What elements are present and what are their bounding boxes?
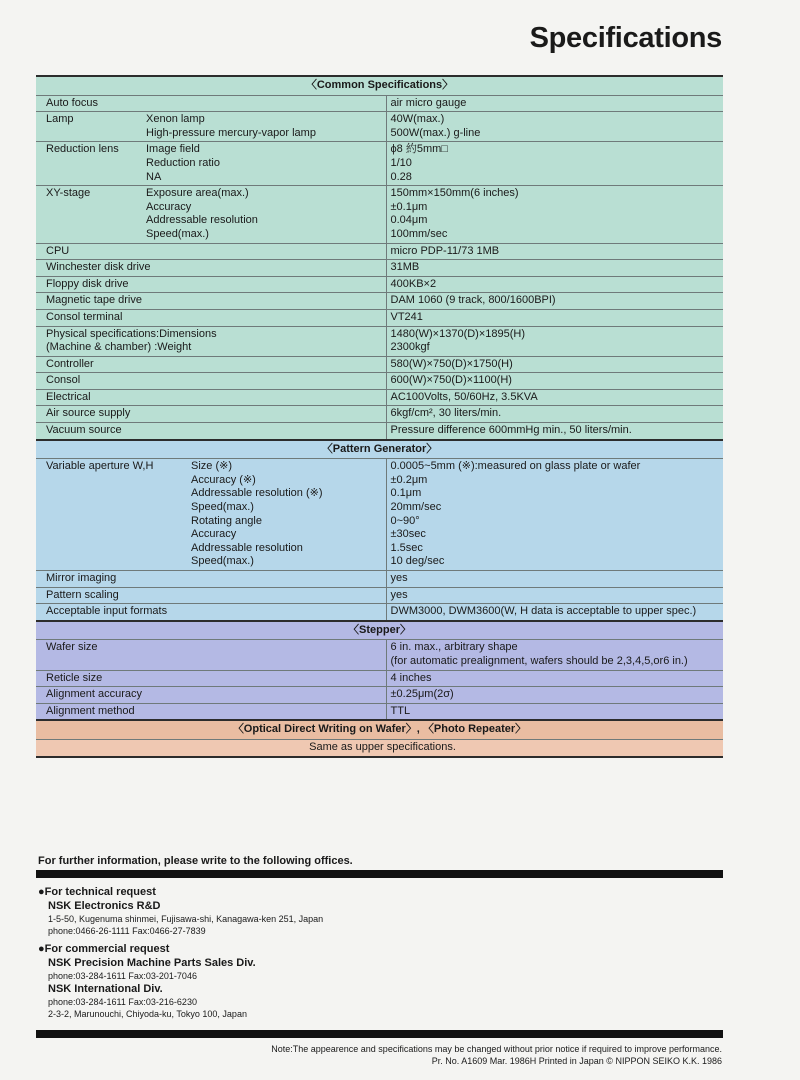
spec-value-cell	[386, 670, 723, 687]
commercial-org-sales: NSK Precision Machine Parts Sales Div.	[48, 957, 256, 969]
spec-value-cell	[386, 703, 723, 720]
spec-sub-label: High-pressure mercury-vapor lamp	[146, 126, 316, 139]
spec-sub-labels	[146, 187, 258, 241]
commercial-intl-address: 2-3-2, Marunouchi, Chiyoda-ku, Tokyo 100, Japan	[48, 1009, 247, 1019]
spec-sub-label: Speed(max.)	[146, 227, 209, 240]
spec-sub-label: Rotating angle	[191, 514, 262, 527]
spec-label: Auto focus	[46, 96, 98, 109]
spec-sub-label: Accuracy	[191, 528, 237, 541]
spec-label: Reticle size	[46, 671, 103, 684]
spec-row	[36, 406, 723, 423]
spec-value: 40W(max.)	[390, 113, 445, 126]
spec-label: Floppy disk drive	[46, 277, 129, 290]
spec-row	[36, 459, 723, 571]
spec-sub-label: Reduction ratio	[146, 156, 220, 169]
footnote-text: Note:The appearence and specifications may be changed without prior notice if required to improve performance.	[271, 1044, 722, 1054]
spec-label: Variable aperture W,H	[46, 460, 154, 473]
spec-label-cell	[36, 670, 386, 687]
spec-sub-labels	[191, 460, 323, 569]
spec-row	[36, 640, 723, 670]
spec-label-cell	[36, 571, 386, 588]
spec-label-cell	[36, 604, 386, 621]
spec-label: Mirror imaging	[46, 572, 117, 584]
commercial-org-international: NSK International Div.	[48, 983, 163, 995]
spec-label-cell	[36, 587, 386, 604]
spec-value: 20mm/sec	[390, 501, 442, 514]
spec-value: 10 deg/sec	[390, 555, 445, 568]
spec-label: Alignment method	[46, 704, 135, 717]
spec-label-cell	[36, 640, 386, 670]
spec-row	[36, 389, 723, 406]
spec-value-cell	[386, 260, 723, 277]
spec-label-cell	[36, 423, 386, 440]
spec-value-cell	[386, 356, 723, 373]
spec-value-cell	[386, 406, 723, 423]
spec-value: 0.04μm	[390, 214, 428, 227]
spec-value: 100mm/sec	[390, 227, 448, 240]
spec-row	[36, 276, 723, 293]
spec-sub-label: Speed(max.)	[191, 501, 254, 514]
spec-row	[36, 95, 723, 112]
same-as-upper-note: Same as upper specifications.	[36, 739, 723, 756]
spec-sub-label: Speed(max.)	[191, 555, 254, 568]
spec-value: yes	[390, 588, 408, 601]
spec-value-cell	[386, 276, 723, 293]
section-title: 〈Pattern Generator〉	[36, 440, 723, 459]
spec-row	[36, 571, 723, 588]
spec-label: Consol terminal	[46, 310, 123, 323]
spec-row	[36, 112, 723, 142]
spec-sub-labels	[146, 113, 316, 140]
spec-label: Air source supply	[46, 407, 131, 420]
further-info-heading: For further information, please write to the following offices.	[38, 855, 353, 867]
spec-row	[36, 326, 723, 356]
commercial-sales-phone: phone:03-284-1611 Fax:03-201-7046	[48, 971, 197, 981]
specifications-table	[36, 75, 723, 758]
spec-value: 1/10	[390, 156, 412, 169]
spec-value-cell	[386, 112, 723, 142]
spec-label-cell	[36, 142, 386, 186]
spec-value: 150mm×150mm(6 inches)	[390, 187, 519, 200]
spec-value: 6 in. max., arbitrary shape	[390, 641, 518, 654]
spec-value: DAM 1060 (9 track, 800/1600BPI)	[390, 294, 556, 307]
spec-row-note	[36, 739, 723, 756]
technical-phone: phone:0466-26-1111 Fax:0466-27-7839	[48, 926, 206, 936]
divider-bar	[36, 870, 723, 878]
spec-value: 0.28	[390, 170, 412, 183]
spec-sub-label: Xenon lamp	[146, 113, 205, 126]
spec-row	[36, 186, 723, 243]
spec-row	[36, 243, 723, 260]
spec-label-cell	[36, 406, 386, 423]
commercial-request-label: ●For commercial request	[38, 943, 170, 955]
section-header-pattern	[36, 440, 723, 459]
spec-value: ±0.25μm(2σ)	[390, 688, 454, 701]
spec-value-cell	[386, 243, 723, 260]
spec-label-line2: (Machine & chamber) :Weight	[46, 341, 192, 354]
spec-value: (for automatic prealignment, wafers should be 2,3,4,5,or6 in.)	[390, 654, 688, 667]
spec-sub-label: Addressable resolution	[146, 214, 258, 227]
spec-value: 1.5sec	[390, 541, 423, 554]
spec-value: air micro gauge	[390, 96, 467, 109]
spec-sub-label: Accuracy	[146, 200, 192, 213]
section-header-optical	[36, 720, 723, 739]
section-header-stepper	[36, 621, 723, 640]
commercial-intl-phone: phone:03-284-1611 Fax:03-216-6230	[48, 997, 197, 1007]
spec-label-cell	[36, 389, 386, 406]
spec-label: Wafer size	[46, 641, 98, 654]
spec-value-cell	[386, 587, 723, 604]
technical-contact	[38, 885, 323, 937]
spec-value-cell	[386, 571, 723, 588]
spec-value-cell	[386, 186, 723, 243]
spec-value: ±30sec	[390, 528, 426, 541]
spec-value-cell	[386, 687, 723, 704]
technical-address: 1-5-50, Kugenuma shinmei, Fujisawa-shi, Kanagawa-ken 251, Japan	[48, 914, 324, 924]
section-title: 〈Optical Direct Writing on Wafer〉, 〈Photo Repeater〉	[36, 720, 723, 739]
spec-value-cell	[386, 604, 723, 621]
spec-sub-label: Image field	[146, 143, 200, 156]
spec-value: 580(W)×750(D)×1750(H)	[390, 357, 513, 370]
spec-label: Pattern scaling	[46, 588, 119, 601]
technical-org: NSK Electronics R&D	[48, 900, 161, 912]
spec-label: Consol	[46, 374, 81, 387]
technical-request-label: ●For technical request	[38, 886, 156, 898]
spec-row	[36, 703, 723, 720]
spec-value-cell	[386, 459, 723, 571]
spec-value: 500W(max.) g-line	[390, 126, 481, 139]
spec-label: Vacuum source	[46, 424, 122, 437]
spec-row	[36, 356, 723, 373]
spec-label-cell	[36, 186, 386, 243]
spec-sub-label: NA	[146, 170, 162, 183]
spec-row	[36, 587, 723, 604]
spec-sub-label: Exposure area(max.)	[146, 187, 249, 200]
spec-value: 4 inches	[390, 671, 432, 684]
spec-value-cell	[386, 373, 723, 390]
spec-value: ±0.2μm	[390, 473, 428, 486]
spec-sub-label: Addressable resolution	[191, 541, 303, 554]
spec-label-cell	[36, 326, 386, 356]
spec-value: TTL	[390, 704, 411, 717]
spec-label: Electrical	[46, 390, 91, 403]
spec-label: CPU	[46, 244, 70, 257]
spec-value-cell	[386, 142, 723, 186]
section-header-common	[36, 76, 723, 95]
page-title: Specifications	[529, 22, 722, 54]
spec-value: ϕ8 約5mm□	[390, 143, 448, 156]
spec-label-cell	[36, 356, 386, 373]
spec-value: 400KB×2	[390, 277, 437, 290]
spec-label-cell	[36, 276, 386, 293]
print-info: Pr. No. A1609 Mar. 1986H Printed in Japan © NIPPON SEIKO K.K. 1986	[431, 1056, 722, 1066]
spec-sub-labels	[146, 143, 220, 184]
spec-row	[36, 604, 723, 621]
spec-label: Magnetic tape drive	[46, 294, 142, 307]
spec-value: VT241	[390, 310, 423, 323]
spec-sub-label: Accuracy (※)	[191, 473, 256, 486]
spec-value: 2300kgf	[390, 341, 430, 354]
commercial-contact	[38, 942, 256, 1020]
spec-row	[36, 423, 723, 440]
spec-row	[36, 687, 723, 704]
spec-label: Controller	[46, 357, 94, 370]
spec-label-cell	[36, 309, 386, 326]
spec-label-cell	[36, 703, 386, 720]
spec-row	[36, 670, 723, 687]
spec-value-cell	[386, 95, 723, 112]
spec-value: 0.1μm	[390, 487, 422, 500]
spec-label-cell	[36, 293, 386, 310]
footnote	[271, 1043, 722, 1067]
spec-value: 31MB	[390, 261, 420, 274]
spec-value-cell	[386, 326, 723, 356]
section-title: 〈Common Specifications〉	[36, 76, 723, 95]
spec-label: Winchester disk drive	[46, 261, 151, 274]
spec-value-cell	[386, 640, 723, 670]
spec-value: 0.0005~5mm (※):measured on glass plate or wafer	[390, 460, 641, 473]
spec-row	[36, 293, 723, 310]
spec-value: 6kgf/cm², 30 liters/min.	[390, 407, 502, 420]
spec-row	[36, 309, 723, 326]
spec-row	[36, 373, 723, 390]
spec-value-cell	[386, 423, 723, 440]
spec-sub-label: Addressable resolution (※)	[191, 487, 323, 500]
divider-bar-bottom	[36, 1030, 723, 1038]
spec-label-cell	[36, 687, 386, 704]
spec-value-cell	[386, 309, 723, 326]
spec-label-cell	[36, 112, 386, 142]
spec-label: Lamp	[46, 113, 74, 126]
spec-value: 0~90°	[390, 514, 420, 527]
spec-row	[36, 142, 723, 186]
spec-value: Pressure difference 600mmHg min., 50 liters/min.	[390, 424, 632, 437]
spec-label-cell	[36, 459, 386, 571]
spec-label-cell	[36, 95, 386, 112]
spec-label: Acceptable input formats	[46, 605, 168, 618]
spec-value: 600(W)×750(D)×1100(H)	[390, 374, 512, 387]
spec-label: Physical specifications:Dimensions	[46, 327, 217, 340]
spec-label-cell	[36, 373, 386, 390]
spec-value: 1480(W)×1370(D)×1895(H)	[390, 327, 526, 340]
spec-label: Reduction lens	[46, 143, 119, 156]
spec-value-cell	[386, 293, 723, 310]
spec-label: XY-stage	[46, 187, 91, 200]
spec-row	[36, 260, 723, 277]
spec-label-cell	[36, 243, 386, 260]
spec-value: DWM3000, DWM3600(W, H data is acceptable to upper spec.)	[390, 605, 697, 618]
spec-label: Alignment accuracy	[46, 688, 142, 701]
section-title: 〈Stepper〉	[36, 621, 723, 640]
spec-value-cell	[386, 389, 723, 406]
spec-value: AC100Volts, 50/60Hz, 3.5KVA	[390, 390, 538, 403]
spec-sub-label: Size (※)	[191, 460, 232, 473]
spec-value: ±0.1μm	[390, 200, 428, 213]
spec-value: yes	[390, 572, 408, 584]
spec-value: micro PDP-11/73 1MB	[390, 244, 500, 257]
spec-label-cell	[36, 260, 386, 277]
